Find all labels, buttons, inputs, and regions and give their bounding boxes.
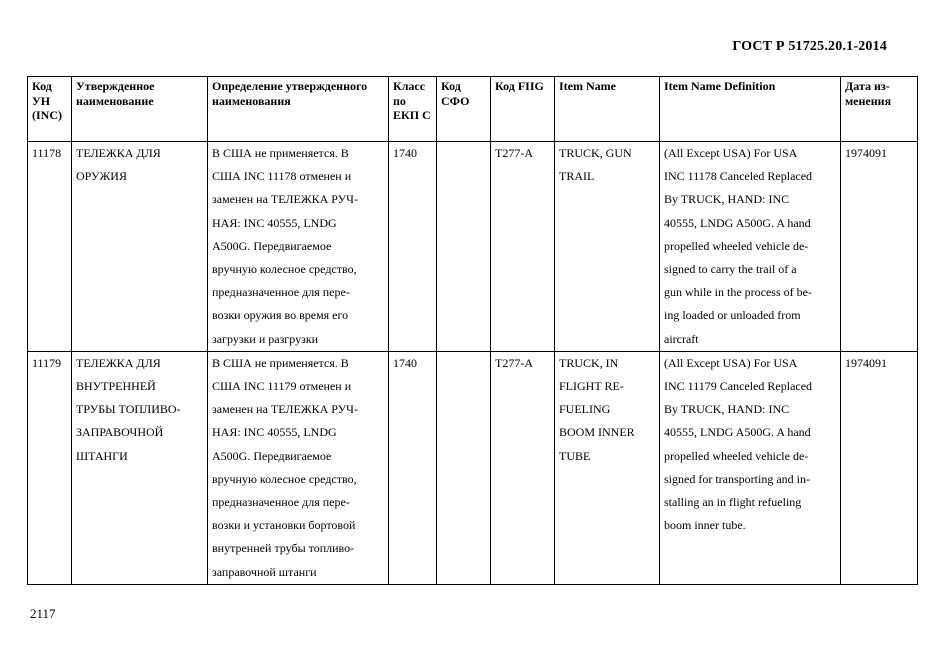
- text-line: заменен на ТЕЛЕЖКА РУЧ-: [212, 402, 358, 417]
- text-line: ing loaded or unloaded from: [664, 308, 801, 323]
- text-line: A500G. Передвигаемое: [212, 448, 332, 463]
- table-row: [28, 142, 918, 352]
- header-line: (INC): [32, 108, 62, 122]
- text-line: A500G. Передвигаемое: [212, 238, 332, 253]
- cell-item-name: [555, 351, 660, 584]
- header-fiig: [491, 77, 555, 142]
- text-line: By TRUCK, HAND: INC: [664, 402, 790, 417]
- header-ekps-class: [389, 77, 437, 142]
- text-line: propelled wheeled vehicle de-: [664, 448, 809, 463]
- text-line: ОРУЖИЯ: [76, 169, 127, 184]
- header-inc: [28, 77, 72, 142]
- text-line: TUBE: [559, 448, 591, 463]
- text-line: заправочной штанги: [212, 564, 317, 579]
- header-change-date: [841, 77, 918, 142]
- document-standard-id: ГОСТ Р 51725.20.1-2014: [732, 39, 887, 54]
- text-line: BOOM INNER: [559, 425, 635, 440]
- text-line: ЗАПРАВОЧНОЙ: [76, 425, 164, 440]
- text-line: (All Except USA) For USA: [664, 355, 798, 370]
- text-line: FLIGHT RE-: [559, 379, 624, 394]
- text-line: загрузки и разгрузки: [212, 331, 319, 346]
- text-line: возки и установки бортовой: [212, 518, 356, 533]
- text-line: 40555, LNDG A500G. A hand: [664, 425, 811, 440]
- text-line: FUELING: [559, 402, 611, 417]
- cell-approved-name: [72, 142, 208, 352]
- header-line: Код: [32, 79, 52, 93]
- table-row: [28, 351, 918, 584]
- text-line: 40555, LNDG A500G. A hand: [664, 215, 811, 230]
- text-line: signed for transporting and in-: [664, 471, 810, 486]
- text-line: вручную колесное средство,: [212, 471, 357, 486]
- text-line: INC 11179 Canceled Replaced: [664, 379, 813, 394]
- text-line: stalling an in flight refueling: [664, 495, 802, 510]
- text-line: ТРУБЫ ТОПЛИВО-: [76, 402, 181, 417]
- text-line: By TRUCK, HAND: INC: [664, 192, 790, 207]
- cell-inc: 11178: [28, 142, 72, 352]
- header-row: [28, 77, 918, 142]
- text-line: INC 11178 Canceled Replaced: [664, 169, 813, 184]
- text-line: boom inner tube.: [664, 518, 746, 533]
- text-line: TRUCK, GUN: [559, 146, 632, 160]
- text-line: вручную колесное средство,: [212, 262, 357, 277]
- text-line: заменен на ТЕЛЕЖКА РУЧ-: [212, 192, 358, 207]
- text-line: ШТАНГИ: [76, 448, 128, 463]
- text-line: предназначенное для пере-: [212, 285, 350, 300]
- cell-ekps-class: 1740: [389, 142, 437, 352]
- header-line: менения: [845, 93, 892, 108]
- header-line: Item Name: [559, 79, 616, 93]
- header-line: по: [393, 93, 406, 108]
- text-line: США INC 11179 отменен и: [212, 379, 352, 394]
- header-line: наименования: [212, 93, 291, 108]
- text-line: gun while in the process of be-: [664, 285, 812, 300]
- text-line: TRAIL: [559, 169, 595, 184]
- text-line: НАЯ: INC 40555, LNDG: [212, 425, 337, 440]
- page-number: 2117: [30, 606, 56, 621]
- text-line: ТЕЛЕЖКА ДЛЯ: [76, 355, 161, 370]
- text-line: В США не применяется. В: [212, 355, 349, 370]
- header-line: наименование: [76, 93, 154, 108]
- text-line: propelled wheeled vehicle de-: [664, 238, 809, 253]
- header-line: утвержденного: [285, 79, 368, 93]
- header-line: Класс: [393, 79, 426, 93]
- header-line: Код: [495, 79, 515, 93]
- catalog-table: [27, 76, 918, 585]
- cell-sfo: [437, 142, 491, 352]
- header-line: Дата из-: [845, 79, 890, 93]
- text-line: ТЕЛЕЖКА ДЛЯ: [76, 146, 161, 160]
- cell-change-date: 1974091: [841, 142, 918, 352]
- text-line: возки оружия во время его: [212, 308, 349, 323]
- text-line: (All Except USA) For USA: [664, 146, 798, 160]
- text-line: signed to carry the trail of a: [664, 262, 797, 277]
- cell-item-name: [555, 142, 660, 352]
- cell-item-definition: [660, 142, 841, 352]
- text-line: внутренней трубы топливо-: [212, 541, 355, 556]
- text-line: США INC 11178 отменен и: [212, 169, 352, 184]
- cell-sfo: [437, 351, 491, 584]
- header-line: Утвержденное: [76, 79, 155, 93]
- text-line: TRUCK, IN: [559, 355, 619, 370]
- header-line: Определение: [212, 79, 283, 93]
- cell-ekps-class: 1740: [389, 351, 437, 584]
- header-line: С: [422, 108, 431, 122]
- header-item-name: [555, 77, 660, 142]
- cell-inc: 11179: [28, 351, 72, 584]
- cell-fiig: T277-A: [491, 351, 555, 584]
- cell-item-definition: [660, 351, 841, 584]
- header-line: СФО: [441, 93, 470, 108]
- text-line: НАЯ: INC 40555, LNDG: [212, 215, 337, 230]
- header-sfo: [437, 77, 491, 142]
- header-definition: [208, 77, 389, 142]
- text-line: ВНУТРЕННЕЙ: [76, 379, 156, 394]
- cell-approved-name: [72, 351, 208, 584]
- text-line: предназначенное для пере-: [212, 495, 350, 510]
- cell-change-date: 1974091: [841, 351, 918, 584]
- header-approved-name: [72, 77, 208, 142]
- cell-definition: [208, 142, 389, 352]
- header-line: FIIG: [517, 79, 544, 93]
- header-line: Item Name Definition: [664, 79, 776, 93]
- header-line: УН: [32, 93, 51, 108]
- header-item-definition: [660, 77, 841, 142]
- cell-definition: [208, 351, 389, 584]
- text-line: aircraft: [664, 331, 699, 346]
- text-line: В США не применяется. В: [212, 146, 349, 160]
- cell-fiig: T277-A: [491, 142, 555, 352]
- header-line: ЕКП: [393, 108, 420, 122]
- header-line: Код: [441, 79, 461, 93]
